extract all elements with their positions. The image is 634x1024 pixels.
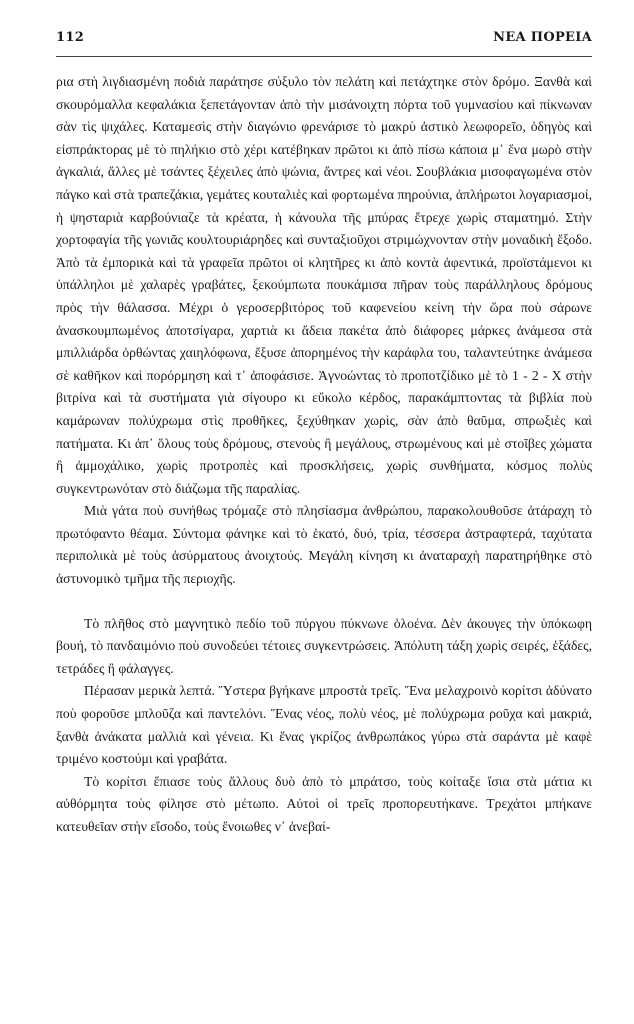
article-body: [56, 71, 592, 839]
paragraph-4: Πέρασαν μερικὰ λεπτά. Ὕστερα βγήκανε μπροστὰ τρεῖς. Ἕνα μελαχροινὸ κορίτσι ἀδύνατο ποὺ φοροῦσε μπλοῦζα καὶ παντελόνι. Ἕνας νέος, πολὺ νέος, μὲ πολύχρωμα ροῦχα καὶ μακριά, ξανθὰ ἀνάκατα μαλλιὰ καὶ γένεια. Κι ἕνας γκρίζος ἀνθρωπάκος γύρω στὰ σαράντα μὲ καφὲ τριμένο κοστούμι καὶ γραβάτα.: [56, 683, 592, 767]
journal-title: ΝΕΑ ΠΟΡΕΙΑ: [493, 30, 592, 45]
paragraph-3: Τὸ πλῆθος στὸ μαγνητικὸ πεδίο τοῦ πύργου πύκνωνε ὁλοένα. Δὲν ἀκουγες τὴν ὑπόκωφη βουή, τὸ πανδαιμόνιο ποὺ συνοδεύει τέτοιες συγκεντρώσεις. Ἀπόλυτη τάξη χωρὶς σειρές, ἑξάδες, τετράδες ἢ φάλαγγες.: [56, 615, 592, 676]
paragraph-2: Μιὰ γάτα ποὺ συνήθως τρόμαζε στὸ πλησίασμα ἀνθρώπου, παρακολουθοῦσε ἀτάραχη τὸ πρωτόφαντο θέαμα. Σύντομα φάνηκε καὶ τὸ ἑκατό, δυό, τρία, τέσσερα ἀστραφτερά, ταχύτατα περιπολικὰ μὲ τοὺς ἀσύρματους ἀνοιχτούς. Μεγάλη κίνηση κι ἀναταραχὴ παρατηρήθηκε στὸ ἀστυνομικὸ τμῆμα τῆς περιοχῆς.: [56, 503, 592, 587]
section-break: [56, 591, 592, 613]
page: [56, 30, 592, 839]
running-head: [56, 30, 592, 57]
paragraph-5: Τὸ κορίτσι ἔπιασε τοὺς ἄλλους δυὸ ἀπὸ τὸ μπράτσο, τοὺς κοίταξε ἴσια στὰ μάτια κι αὐθόρμητα τοὺς φίλησε στὸ μέτωπο. Αὐτοὶ οἱ τρεῖς προπορευτήκανε. Τρεχάτοι μπήκανε κατευθεῖαν στὴν εἴσοδο, τοὺς ἔνοιωθες ν᾽ ἀνεβαί-: [56, 773, 592, 834]
paragraph-1: ρια στὴ λιγδιασμένη ποδιὰ παράτησε σύξυλο τὸν πελάτη καὶ πετάχτηκε στὸν δρόμο. Ξανθὰ καὶ σκουρόμαλλα κεφαλάκια ξεπετάγονταν ἀπὸ τὴν μισάνοιχτη πόρτα τοῦ γυμνασίου καὶ πίκνωναν σὰν τὶς ψιχάλες. Καταμεσὶς στὴν διαγώνιο φρενάρισε τὸ μακρὺ ἀστικὸ λεωφορεῖο, ὁδηγὸς καὶ εἰσπράκτορας μὲ τὸ πηλήκιο στὸ χέρι κατέβηκαν πρῶτοι κι ἀπὸ πίσω κάποια μ᾽ ἕνα μωρὸ στὴν ἀγκαλιά, ἄλλες μὲ τσάντες ξέχειλες ἀπὸ ψώνια, ἄντρες καὶ νέοι. Σουβλάκια μισοφαγωμένα στὸν πάγκο καὶ στὰ τραπεζάκια, γεμάτες κουταλιὲς καὶ φορτωμένα πηρούνια, ἀπλήρωτοι λογαριασμοί, ἡ ψησταριὰ καρβούνιαζε τὰ κρέατα, ἡ κάνουλα τῆς μπύρας ἔτρεχε χωρὶς σταματημό. Στὴν χορτοφαγία τῆς γωνιᾶς κουλτουριάρηδες καὶ συνταξιοῦχοι στριμώχνονταν στὴν μοναδικὴ ἔξοδο. Ἀπὸ τὰ ἐμπορικὰ καὶ τὰ γραφεῖα πρῶτοι οἱ κλητῆρες κι ἀπὸ κοντὰ ἀφεντικά, προϊστάμενοι κι ὑπάλληλοι μὲ χαλαρὲς γραβάτες, ξεκούμπωτα πουκάμισα πῆραν τοὺς παράλληλους δρόμους πρὸς τὴν θάλασσα. Μέχρι ὁ γεροσερβιτόρος τοῦ καφενείου κείνη τὴν ὥρα ποὺ σάρωνε ἀνασκουμπωμένος ἀποτσίγαρα, χαρτιὰ κι ἄδεια πακέτα ἀπὸ διάφορες μάρκες ἀνάμεσα στὰ μπιλλιάρδα ὀρθώντας χαιηλόφωνα, ἔξυσε ἀπορημένος τὴν καράφλα του, ταλαντεύτηκε ἀνάμεσα σὲ καθῆκον καὶ πορόρμηση καὶ τ᾽ ἀποφάσισε. Ἀγνοώντας τὸ προποτζίδικο μὲ τὸ 1 - 2 - Χ στὴν βιτρίνα καὶ τὰ συστήματα γιὰ σίγουρο κι εὔκολο κέρδος, παρακάμπτοντας τὰ βιβλία ποὺ καμάρωναν πολύχρωμα στὶς προθῆκες, ξεχύθηκαν χωρὶς, σὰν ἀπὸ θαῦμα, σπρωξιὲς καὶ πατήματα. Κι ἀπ᾽ ὅλους τοὺς δρόμους, στενοὺς ἢ μεγάλους, στρωμένους καὶ μὲ στοῖβες χώματα ἢ ἀμμοχάλικο, χωρὶς προτροπὲς καὶ προσκλήσεις, χωρὶς συνθήματα, κόσμος πολὺς συγκεντρωνόταν στὸ διάζωμα τῆς παραλίας.: [56, 74, 592, 496]
page-number: 112: [56, 30, 85, 45]
